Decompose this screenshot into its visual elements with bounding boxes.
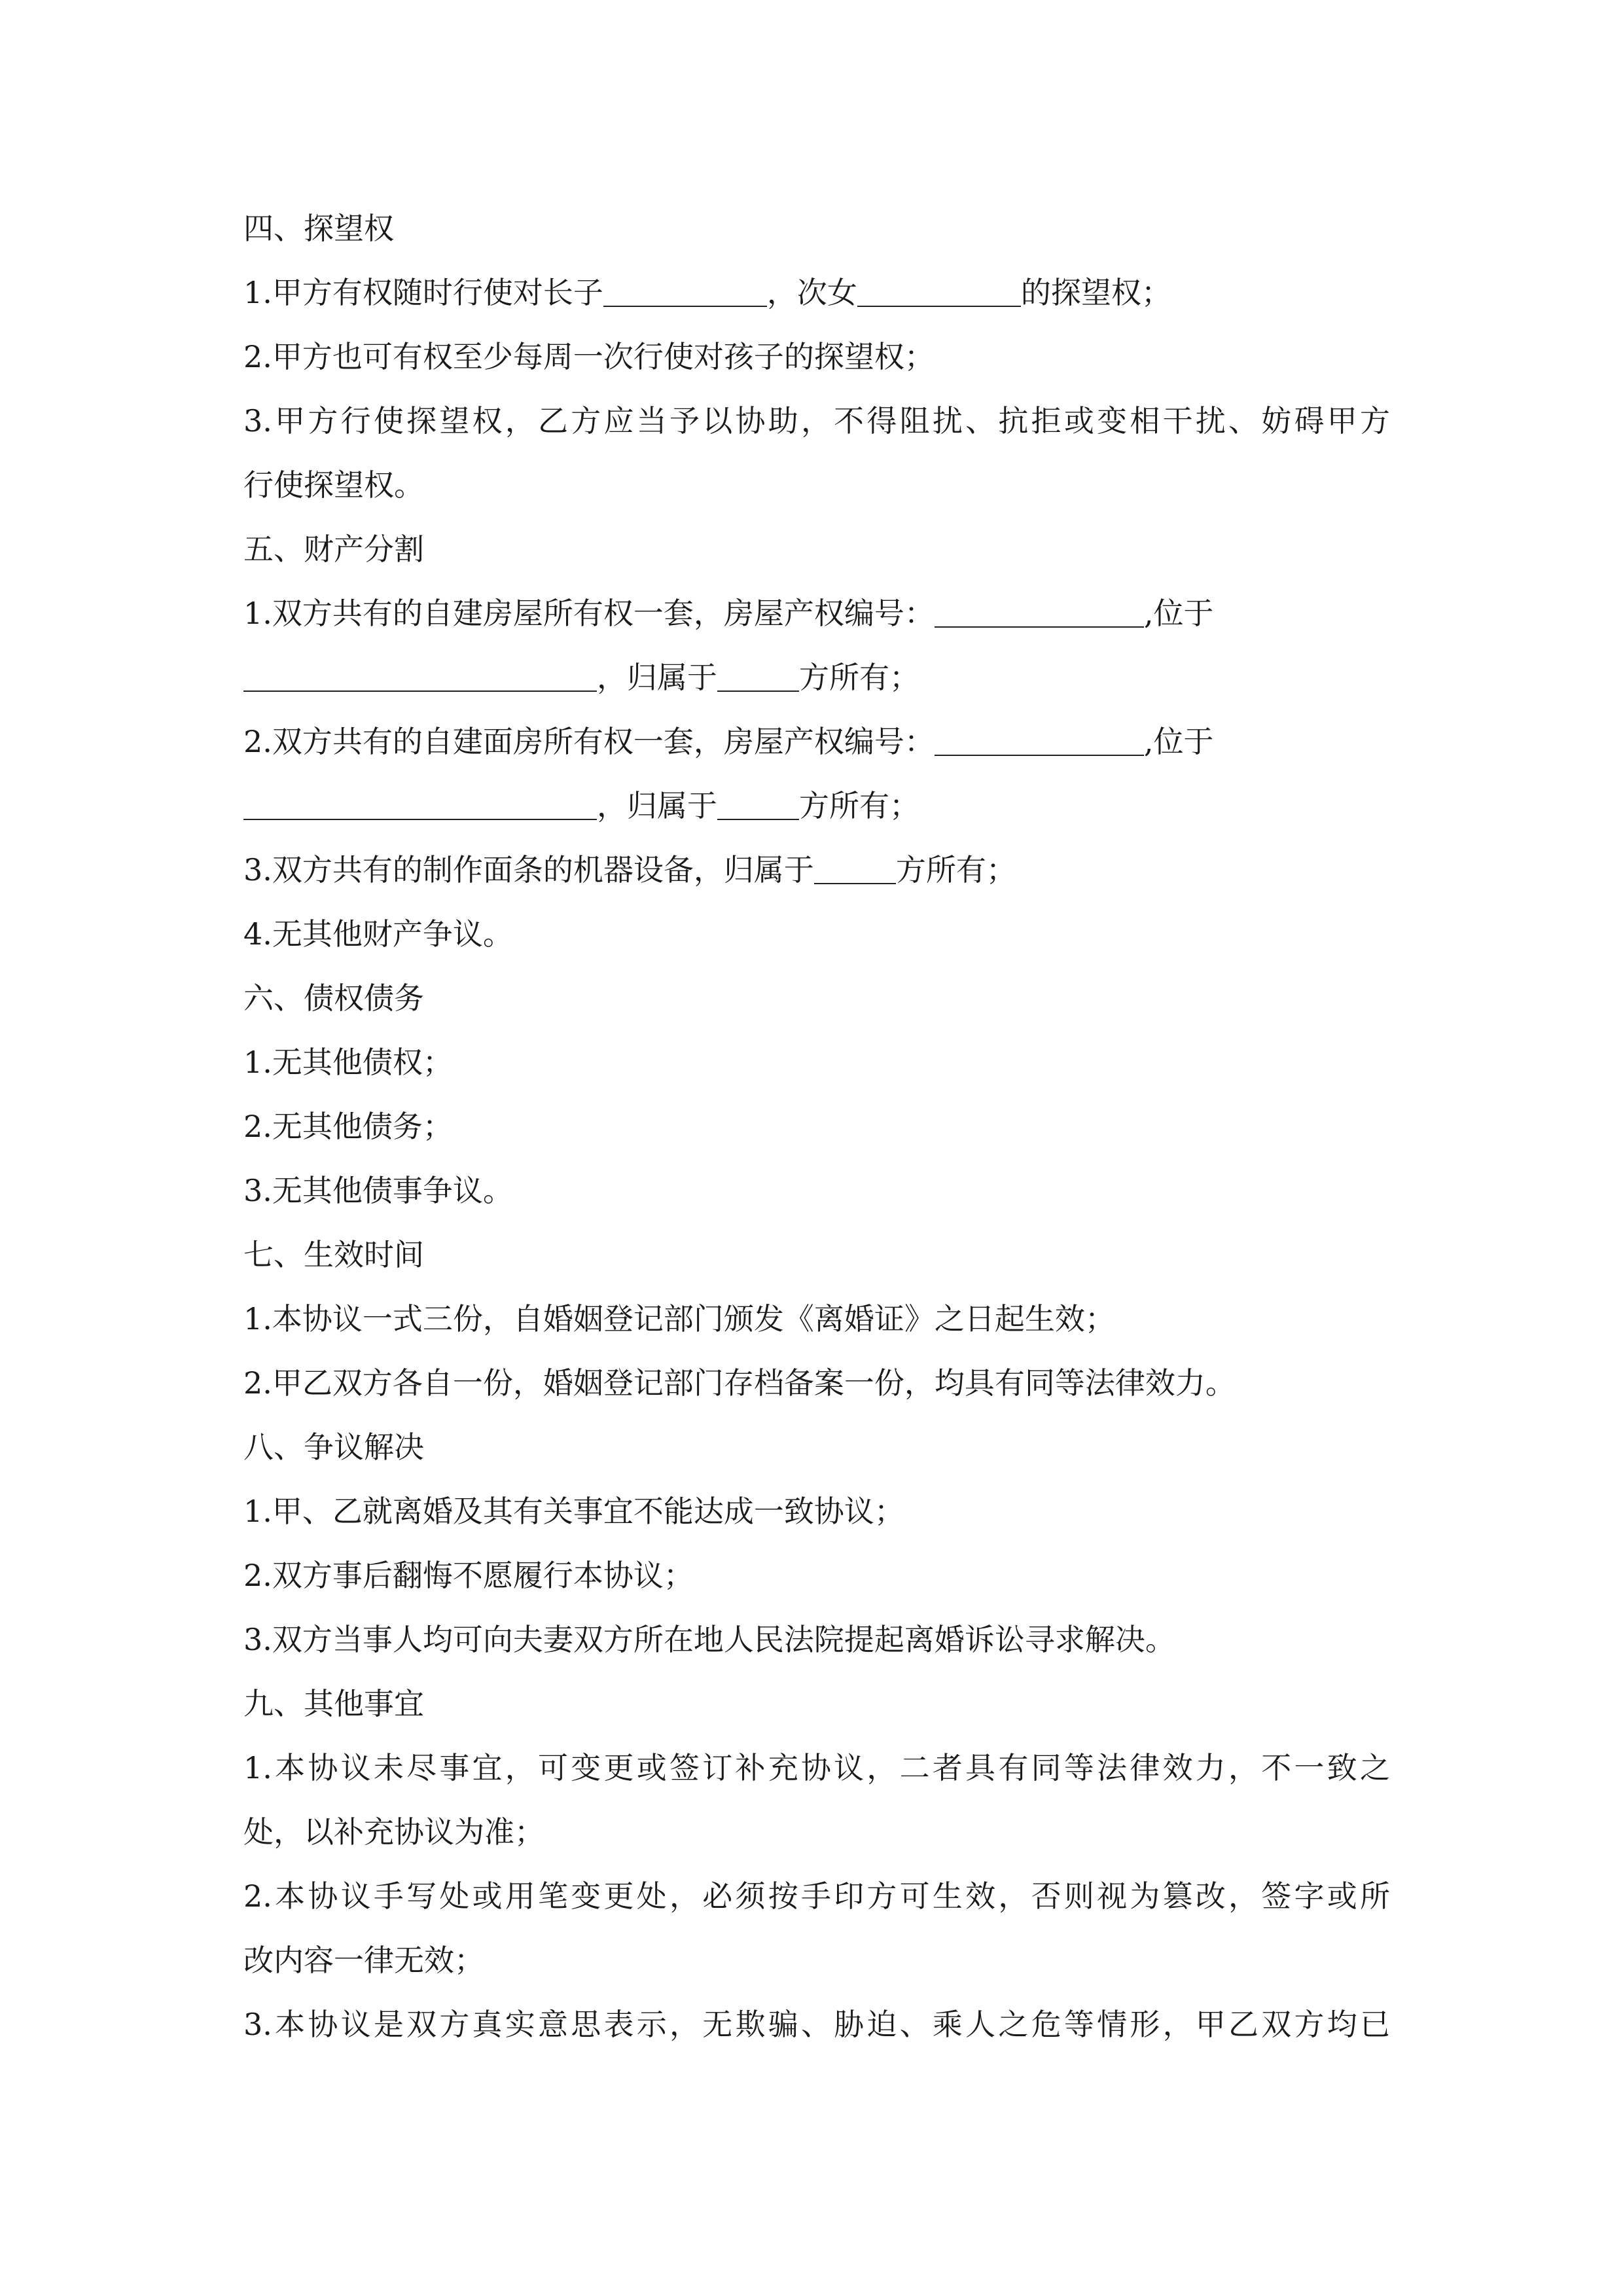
clause-property-2-line2	[243, 774, 1390, 838]
owner-party-blank[interactable]	[814, 853, 896, 884]
location-blank[interactable]	[243, 789, 597, 820]
clause-text: ,位于	[1143, 596, 1214, 631]
clause-visitation-3-line1: 3.甲方行使探望权，乙方应当予以协助，不得阻扰、抗拒或变相干扰、妨碍甲方	[243, 403, 1390, 439]
clause-property-1-line2	[243, 645, 1390, 709]
clause-property-2-line1	[243, 709, 1390, 774]
clause-debts-1: 1.无其他债权；	[243, 1045, 453, 1080]
owner-party-blank[interactable]	[717, 789, 799, 820]
clause-other-2-line1: 2.本协议手写处或用笔变更处，必须按手印方可生效，否则视为篡改，签字或所	[243, 1878, 1390, 1914]
clause-debts-3: 3.无其他债事争议。	[243, 1173, 513, 1208]
clause-visitation-2: 2.甲方也可有权至少每周一次行使对孩子的探望权；	[243, 339, 935, 374]
clause-text: ，归属于	[597, 788, 717, 823]
clause-other-1-line2: 处，以补充协议为准；	[243, 1814, 544, 1850]
location-blank[interactable]	[243, 660, 597, 692]
clause-dispute-3: 3.双方当事人均可向夫妻双方所在地人民法院提起离婚诉讼寻求解决。	[243, 1622, 1175, 1657]
clause-effective-1: 1.本协议一式三份，自婚姻登记部门颁发《离婚证》之日起生效；	[243, 1301, 1115, 1336]
clause-text: 1.甲方有权随时行使对长子	[243, 275, 603, 310]
section-heading-effective: 七、生效时间	[243, 1237, 424, 1272]
clause-text: 方所有；	[799, 788, 919, 823]
clause-other-2-line2: 改内容一律无效；	[243, 1943, 484, 1978]
section-heading-visitation: 四、探望权	[243, 211, 394, 246]
clause-text: 方所有；	[895, 852, 1016, 888]
clause-property-4: 4.无其他财产争议。	[243, 916, 513, 952]
second-daughter-blank[interactable]	[857, 276, 1021, 307]
clause-other-3-line1: 3.本协议是双方真实意思表示，无欺骗、胁迫、乘人之危等情形，甲乙双方均已	[243, 2007, 1390, 2042]
clause-text: ，归属于	[597, 660, 717, 695]
clause-visitation-3-line2: 行使探望权。	[243, 467, 424, 503]
clause-debts-2: 2.无其他债务；	[243, 1109, 453, 1144]
clause-text: 方所有；	[799, 660, 919, 695]
document-page	[243, 196, 1390, 2056]
section-heading-debts: 六、债权债务	[243, 980, 424, 1016]
clause-text: 1.双方共有的自建房屋所有权一套，房屋产权编号：	[243, 596, 935, 631]
clause-text: 2.双方共有的自建面房所有权一套，房屋产权编号：	[243, 724, 935, 759]
clause-effective-2: 2.甲乙双方各自一份，婚姻登记部门存档备案一份，均具有同等法律效力。	[243, 1365, 1236, 1401]
section-heading-other: 九、其他事宜	[243, 1686, 424, 1721]
clause-property-3	[243, 838, 1390, 902]
clause-property-1-line1	[243, 581, 1390, 645]
clause-text: ，次女	[766, 275, 857, 310]
property-number-blank[interactable]	[935, 596, 1144, 628]
owner-party-blank[interactable]	[717, 660, 799, 692]
eldest-son-blank[interactable]	[603, 276, 767, 307]
clause-dispute-1: 1.甲、乙就离婚及其有关事宜不能达成一致协议；	[243, 1494, 904, 1529]
section-heading-property: 五、财产分割	[243, 531, 424, 567]
clause-text: 3.双方共有的制作面条的机器设备，归属于	[243, 852, 814, 888]
clause-text: ,位于	[1143, 724, 1214, 759]
clause-text: 的探望权；	[1020, 275, 1171, 310]
property-number-blank[interactable]	[935, 725, 1144, 756]
clause-visitation-1	[243, 260, 1390, 325]
section-heading-dispute: 八、争议解决	[243, 1429, 424, 1465]
clause-other-1-line1: 1.本协议未尽事宜，可变更或签订补充协议，二者具有同等法律效力，不一致之	[243, 1750, 1390, 1785]
clause-dispute-2: 2.双方事后翻悔不愿履行本协议；	[243, 1558, 694, 1593]
